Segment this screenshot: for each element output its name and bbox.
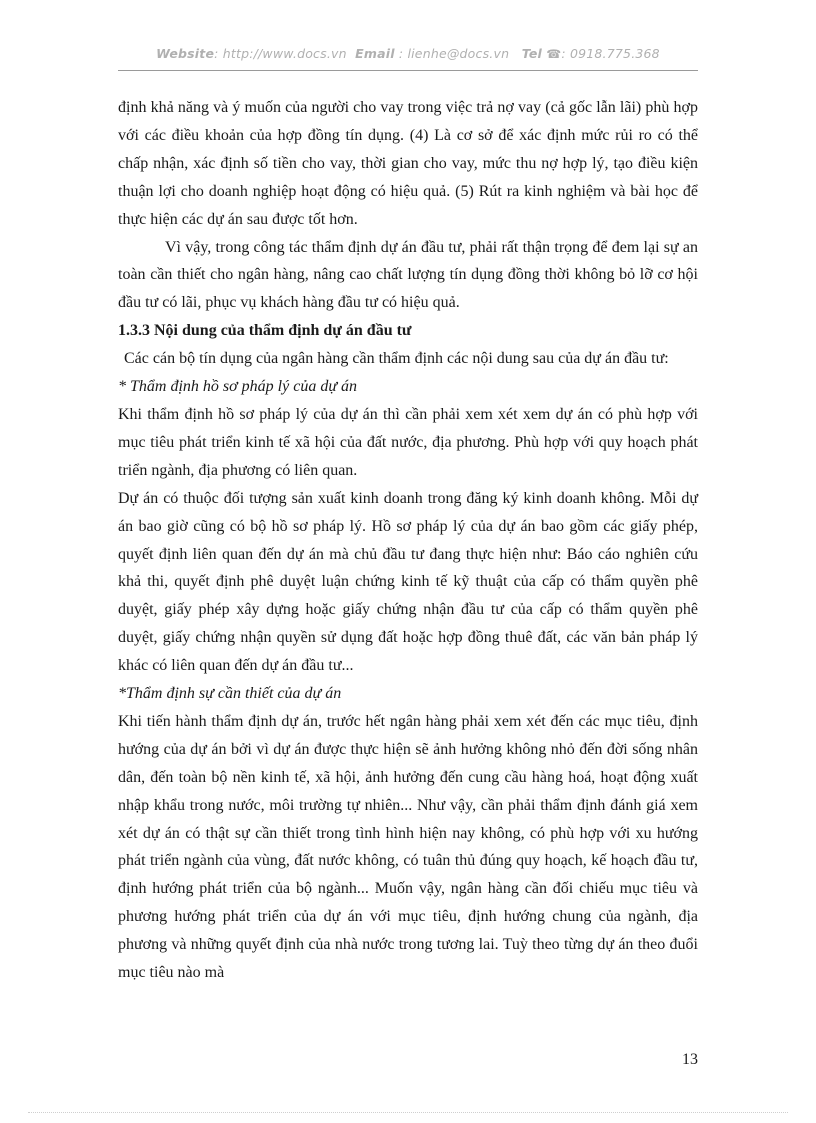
email-label: Email [355, 46, 395, 61]
website-value: : http://www.docs.vn [214, 46, 347, 61]
paragraph-3: Các cán bộ tín dụng của ngân hàng cần thẩm định các nội dung sau của dự án đầu tư: [124, 350, 669, 368]
paragraph-4: Khi thẩm định hồ sơ pháp lý của dự án thì cần phải xem xét xem dự án có phù hợp với mục tiêu phát triển kinh tế xã hội của đất nước, địa phương. Phù hợp với quy hoạch phát triển ngành, địa phương có liên quan. [118, 405, 698, 479]
tel-value: : 0918.775.368 [561, 46, 660, 61]
tel-label: Tel [521, 46, 543, 61]
page-bottom-border [28, 1112, 788, 1113]
page-header [118, 46, 698, 61]
subheading-legal-documents: * Thẩm định hồ sơ pháp lý của dự án [118, 378, 358, 396]
paragraph-1: định khả năng và ý muốn của người cho vay trong việc trả nợ vay (cả gốc lẫn lãi) phù hợp với các điều khoản của hợp đồng tín dụng. (4) Là cơ sở để xác định mức rủi ro có thể chấp nhận, xác định số tiền cho vay, thời gian cho vay, mức thu nợ hợp lý, tạo điều kiện thuận lợi cho doanh nghiệp hoạt động có hiệu quả. (5) Rút ra kinh nghiệm và bài học để thực hiện các dự án sau được tốt hơn. [118, 99, 698, 228]
paragraph-2: Vì vậy, trong công tác thẩm định dự án đầu tư, phải rất thận trọng để đem lại sự an toàn cần thiết cho ngân hàng, nâng cao chất lượng tín dụng đồng thời không bỏ lỡ cơ hội đầu tư có lãi, phục vụ khách hàng đầu tư có hiệu quả. [118, 238, 698, 312]
section-heading: 1.3.3 Nội dung của thẩm định dự án đầu tư [118, 322, 412, 340]
document-body [118, 94, 698, 987]
email-value: : lienhe@docs.vn [398, 46, 510, 61]
paragraph-5: Dự án có thuộc đối tượng sản xuất kinh doanh trong đăng ký kinh doanh không. Mỗi dự án bao giờ cũng có bộ hồ sơ pháp lý. Hồ sơ pháp lý của dự án bao gồm các giấy phép, quyết định liên quan đến dự án mà chủ đầu tư đang thực hiện như: Báo cáo nghiên cứu khả thi, quyết định phê duyệt luận chứng kinh tế kỹ thuật của cấp có thẩm quyền phê duyệt, giấy phép xây dựng hoặc giấy chứng nhận đầu tư của cấp có thẩm quyền phê duyệt, giấy chứng nhận quyền sử dụng đất hoặc hợp đồng thuê đất, các văn bản pháp lý khác có liên quan đến dự án đầu tư... [118, 489, 698, 675]
header-divider [118, 70, 698, 71]
phone-icon: ☎ [546, 47, 562, 61]
paragraph-6: Khi tiến hành thẩm định dự án, trước hết ngân hàng phải xem xét đến các mục tiêu, định hướng của dự án bởi vì dự án được thực hiện sẽ ảnh hưởng không nhỏ đến đời sống nhân dân, đến toàn bộ nền kinh tế, xã hội, ảnh hưởng đến cung cầu hàng hoá, hoạt động xuất nhập khẩu trong nước, môi trường tự nhiên... Như vậy, cần phải thẩm định đánh giá xem xét dự án có thật sự cần thiết trong tình hình hiện nay không, có phù hợp với xu hướng phát triển ngành của vùng, đất nước không, có tuân thủ đúng quy hoạch, kế hoạch đầu tư, định hướng phát triển của bộ ngành... Muốn vậy, ngân hàng cần đối chiếu mục tiêu và phương hướng phát triển của dự án với mục tiêu, định hướng chung của ngành, địa phương và những quyết định của nhà nước trong tương lai. Tuỳ theo từng dự án theo đuổi mục tiêu nào mà [118, 712, 698, 982]
subheading-project-necessity: *Thẩm định sự cần thiết của dự án [118, 685, 342, 703]
website-label: Website [156, 46, 215, 61]
page-number: 13 [682, 1051, 698, 1068]
